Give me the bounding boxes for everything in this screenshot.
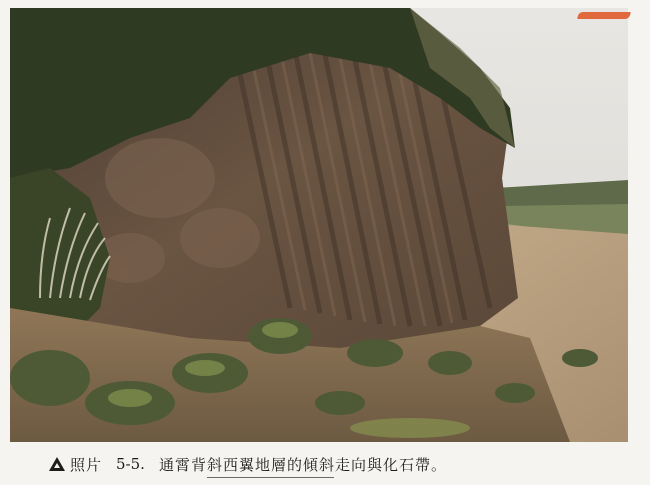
- outcrop-photo: [10, 8, 628, 442]
- red-marker: [577, 12, 631, 19]
- caption-number: 5-5.: [116, 455, 145, 473]
- triangle-icon: [48, 456, 66, 472]
- caption-label: 照片: [70, 455, 103, 474]
- outcrop-illustration: [10, 8, 628, 442]
- caption-underline: [207, 477, 334, 478]
- caption-text: 通霄背斜西翼地層的傾斜走向與化石帶。: [158, 455, 447, 474]
- figure-caption: [48, 450, 447, 478]
